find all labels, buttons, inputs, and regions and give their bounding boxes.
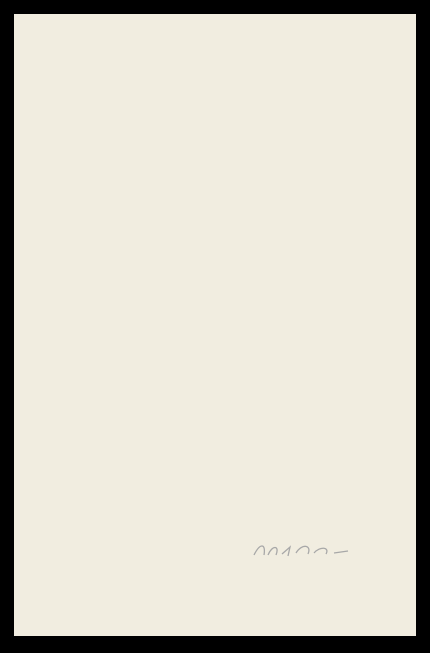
commander-signature bbox=[250, 541, 360, 563]
